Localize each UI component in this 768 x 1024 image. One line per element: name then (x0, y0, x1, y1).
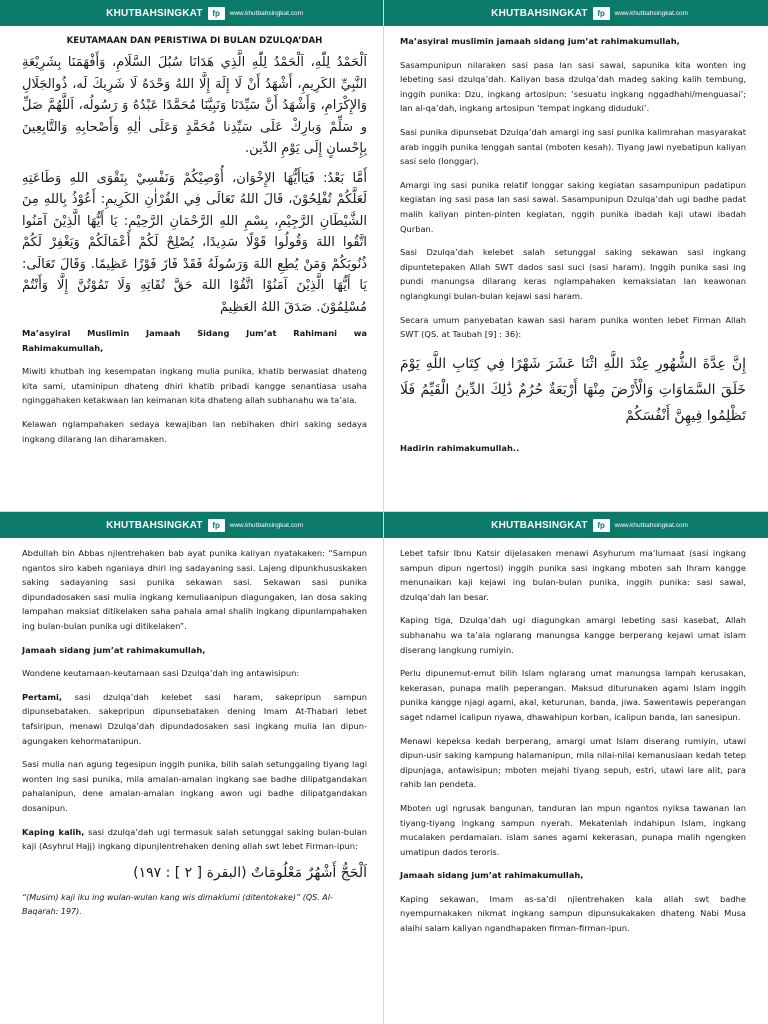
brand-logo-icon: fp (593, 519, 610, 532)
congregation-greeting: Hadirin rahimakumullah.. (400, 442, 520, 453)
site-url[interactable]: www.khutbahsingkat.com (614, 9, 688, 17)
page-panel-3 (0, 512, 384, 1024)
arabic-sermon-opening: أَمَّا بَعْدُ: فَيَاأَيُّهَا الإِخْوَان، أُوْصِيْكُمْ وَنَفْسِيْ بِتَقْوَى اللهِ وَطَاعَتِهِ لَعَلَّكُمْ تُفْلِحُوْنَ، قَالَ اللهُ تَعَالَى فِي القُرْاٰنِ الكَرِيمِ: أَعُوْذُ بِاللهِ مِنَ الشَّيْطَانِ الرَّجِيْمِ، بِسْمِ اللهِ الرَّحْمَانِ الرَّحِيْمِ: يَا أَيُّهَا الَّذِيْنَ آمَنُوا اتَّقُوا اللهَ وَقُولُوا قَوْلًا سَدِيدًا، يُصْلِحْ لَكُمْ أَعْمَالَكُمْ وَيَغْفِرْ لَكُمْ ذُنُوبَكُمْ وَمَنْ يُطِعِ اللهَ وَرَسُولَهُ فَقَدْ فَازَ فَوْزًا عَظِيمًا. وَقَالَ تَعَالَى: يَا أَيُّهَا الَّذِيْنَ آمَنُوْا اتَّقُوْا اللهَ حَقَّ تُقَاتِهِ وَلَا تَمُوْتُنَّ إِلَّا وَأَنْتُمْ مُسْلِمُوْنَ. صَدَقَ اللهُ العَظِيمْ (22, 170, 367, 315)
arabic-opening-prayer: اَلْحَمْدُ لِلّٰهِ، اَلْحَمْدُ لِلّٰهِ الَّذِي هَدَانَا سُبُلَ السَّلَامِ، وَأَفْهَمَنَا بِشَرِيْعَةِ النَّبِيِّ الكَرِيمِ، أَشْهَدُ أَنْ لَا إِلَهَ إِلَّا اللهُ وَحْدَهُ لَا شَرِيكَ لَه، ذُوالجَلَالِ وَالإِكْرَامِ، وَأَشْهَدُ أَنَّ سَيِّدَنَا وَنَبِيَّنَا مُحَمَّدًا عَبْدُهُ وَ رَسُولُه، اَللَّهُمَّ صَلِّ و سَلِّمْ وَبارِكْ عَلَى سَيِّدِنا مُحَمَّدٍ وَعَلَى اٰلِهِ وَأَصْحابِهِ وَالتَّابِعِينَ بِإِحْسانٍ إِلَى يَوْمِ الدِّين. (22, 55, 367, 156)
page-panel-4 (384, 512, 768, 1024)
paragraph: Wondene keutamaan-keutamaan sasi Dzulqa’dah ing antawisipun: (22, 668, 300, 679)
paragraph: Abdullah bin Abbas njlentrehaken bab ayat punika kaliyan nyatakaken: “Sampun ngantos siro kabeh nganiaya dhiri ing sadayaning sasi. Lajeng dipunkhususkaken saking sadayaning sasi punika sekawan sasi. Sekawan sasi punika dipundadosaken sasi mulia ingkang kemuliaanipun diagungaken, lan dosa saking lampahan maksiat ditikelaken saha pahala amal shalih ingkang dipunlampahaken ing bulan-bulan punika ugi ditikelaken”. (22, 548, 367, 631)
paragraph: Perlu dipunemut-emut bilih Islam nglarang umat manungsa lampah kerusakan, kekerasan, punapa malih peperangan. Maksud diturunaken agami Islam inggih punika kangge njagi agami, akal, keturunan, banda, jiwa. Sawentawis peperangan saget ndamel icalipun nyawa, dhawahipun korban, icalipun banda, lan sanesipun. (400, 668, 746, 722)
paragraph: Menawi kepeksa kedah berperang, amargi umat Islam diserang rumiyin, utawi dipun-usir saking kampung halamanipun, mila nilai-nilai kemanusiaan kedah tetep dipunjaga, antawisipun; mboten mejahi tiyang sepuh, estri, utawi lare alit, para rahib lan pendeta. (400, 735, 746, 790)
paragraph: Secara umum panyebatan kawan sasi haram punika wonten lebet Firman Allah SWT (QS. at Taubah [9] : 36): (400, 314, 746, 340)
congregation-greeting: Ma’asyiral muslimin jamaah sidang jum’at rahimakumullah, (400, 36, 680, 46)
site-url[interactable]: www.khutbahsingkat.com (614, 521, 688, 529)
paragraph: Sasampunipun nilaraken sasi pasa lan sasi sawal, sapunika kita wonten ing lebeting sasi dzulqa’dah. Kaliyan basa dzulqa’dah madeg saking kalih tembung, inggih punika: Dzu, ingkang artosipun: ‘sesuatu ingkang nggadhahi/menguasai’; lan al-qa’dah, ingkang artosipun ‘tempat ingkang diduduki’. (400, 59, 746, 114)
arabic-verse: اَلْحَجُّ أَشْهُرٌ مَعْلُومَاتٌ (البقرة [ ٢ ] : ١٩٧) (133, 864, 367, 881)
point-label: Kaping kalih, (22, 826, 85, 837)
document-title: KEUTAMAAN DAN PERISTIWA DI BULAN DZULQA’DAH (66, 36, 323, 46)
paragraph: Miwiti khutbah ing kesempatan ingkang mulia punika, khatib berwasiat dhateng kita sami, utaminipun dhateng dhiri khatib pribadi kangge senantiasa usaha nginggahaken ketakwaan lan keimanan kita dhateng allah subhanahu wa ta’ala. (22, 366, 367, 406)
paragraph: Kaping tiga, Dzulqa’dah ugi diagungkan amargi lebeting sasi kasebat, Allah subhanahu wa ta’ala nglarang manungsa kangge berperang kejawi umat islam diserang langkung rumiyin. (400, 615, 746, 655)
page-header (0, 0, 383, 26)
panel-content (0, 26, 383, 446)
panel-content (384, 26, 768, 455)
paragraph: Sasi mulia nan agung tegesipun inggih punika, bilih salah setunggaling tiyang lagi wonten ing sasi punika, mila amalan-amalan ingkang sae badhe dilipatgandakan pahalanipun, dene amalan-amalan ingkang awon ugi badhe dilipatgandakan dosanipun. (22, 759, 367, 813)
panel-content (384, 538, 768, 936)
paragraph (22, 690, 367, 748)
arabic-verse: إِنَّ عِدَّةَ الشُّهُورِ عِنْدَ اللَّهِ اثْنَا عَشَرَ شَهْرًا فِي كِتَابِ اللَّهِ يَوْمَ خَلَقَ السَّمَاوَاتِ وَالْأَرْضَ مِنْهَا أَرْبَعَةٌ حُرُمٌ ذَٰلِكَ الدِّينُ الْقَيِّمُ فَلَا تَظْلِمُوا فِيهِنَّ أَنْفُسَكُمْ (400, 355, 746, 424)
congregation-greeting: Jamaah sidang jum’at rahimakumullah, (400, 870, 584, 881)
point-text: sasi dzulqa’dah ugi termasuk salah setunggal saking bulan-bulan kaji (Asyhrul Hajj) ingkang dipunjlentrehaken dening allah swt lebet Firman-ipun: (22, 826, 367, 852)
paragraph: Sasi punika dipunsebat Dzulqa’dah amargi ing sasi punika kalimrahan masyarakat arab inggih punika lenggah santai (mboten kesah). Tiyang jawi nyebatipun kaliyan sasi selo (longgar). (400, 126, 746, 167)
brand-name: KHUTBAHSINGKAT (491, 519, 588, 531)
congregation-greeting: Jamaah sidang jum’at rahimakumullah, (22, 644, 206, 655)
page-header (384, 0, 768, 26)
paragraph: Mboten ugi ngrusak bangunan, tanduran lan mpun ngantos nyiksa tawanan lan tiyang-tiyang ingkang sampun nyerah. Mekatenlah indahipun Islam, ingkang mucalaken perdamaian. islam sanes agami kekerasan, punapa malih ngengken umatipun dados teroris. (400, 802, 746, 857)
paragraph (22, 825, 367, 854)
brand-logo-icon: fp (208, 519, 225, 532)
brand-name: KHUTBAHSINGKAT (106, 519, 203, 531)
paragraph: Kelawan nglampahaken sedaya kewajiban lan nebihaken dhiri saking sedaya ingkang dilarang lan diharamaken. (22, 418, 367, 444)
brand-logo-icon: fp (208, 7, 225, 20)
panel-content (0, 538, 383, 919)
paragraph: Amargi ing sasi punika relatif longgar saking kegiatan sasampunipun padatipun kegiatan ing sasi pasa lan sasi sawal. Sasampunipun Dzulqa’dah ugi badhe padat malih kaliyan pinten-pinten kegiatan, nggih punika ibadah kaji utawi ibadah Qurban. (400, 179, 746, 234)
brand-name: KHUTBAHSINGKAT (106, 7, 203, 19)
paragraph: Sasi Dzulqa’dah kelebet salah setunggal saking sekawan sasi ingkang dipuntetepaken Allah SWT dados sasi suci (sasi haram). Inggih punika sasi ing pundi manungsa dilarang keras nglampahaken kemaksiatan lan keawonan nglangkungi bulan-bulan kejawi sasi haram. (400, 247, 746, 301)
page-panel-2 (384, 0, 768, 512)
verse-translation: “(Musim) kaji iku ing wulan-wulan kang wis dimaklumi (ditentokake)” (QS. Al-Baqarah: 197). (22, 892, 333, 916)
congregation-greeting: Ma’asyiral Muslimin Jamaah Sidang Jum’at Rahimani wa Rahimakumullah, (22, 328, 367, 353)
site-url[interactable]: www.khutbahsingkat.com (229, 9, 303, 17)
page-panel-1 (0, 0, 384, 512)
paragraph: Kaping sekawan, Imam as-sa’di njlentrehaken kala allah swt badhe nyempurnakaken nikmat ingkang sampun dipunsukakaken dhateng Nabi Musa alaihi salam kaliyan ngandhapaken firman-firman-ipun. (400, 893, 746, 934)
brand-logo-icon: fp (593, 7, 610, 20)
page-header (384, 512, 768, 538)
point-text: sasi dzulqa’dah kelebet sasi haram, sakepripun sampun dipunsebataken. sakepripun dipunsebataken dening Imam At-Thabari lebet tafsiripun, menawi Dzulqa’dah dipundadosaken sasi ingkang mulia lan dipun-agungaken kehormatanipun. (22, 691, 367, 746)
paragraph: Lebet tafsir Ibnu Katsir dijelasaken menawi Asyhurum ma’lumaat (sasi ingkang sampun dipun ngertosi) inggih punika sasi ingkang mboten sah Ihram kangge menunaikan kaji kejawi ing bulan-bulan punika, inggih punika: sasi sawal, dzulqa’dah lan besar. (400, 548, 746, 602)
brand-name: KHUTBAHSINGKAT (491, 7, 588, 19)
point-label: Pertami, (22, 691, 63, 702)
site-url[interactable]: www.khutbahsingkat.com (229, 521, 303, 529)
page-header (0, 512, 383, 538)
